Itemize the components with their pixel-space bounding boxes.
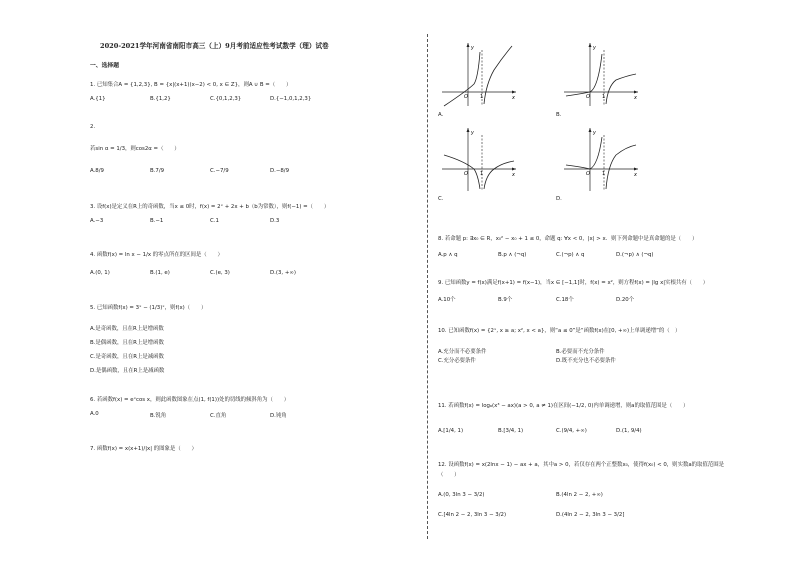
question-11-option-a: A.[1/4, 1) — [438, 428, 464, 434]
graph-c-tick: 1 — [480, 171, 484, 177]
graph-b-tick: 1 — [602, 94, 606, 100]
graph-c — [438, 125, 518, 195]
exam-title: 2020-2021学年河南省南阳市高三（上）9月考前适应性考试数学（理）试卷 — [100, 42, 329, 50]
question-8-option-a: A.p ∧ q — [438, 252, 458, 258]
question-11-stem: 11. 若函数f(x) = logₐ(x³ − ax)(a > 0, a ≠ 1)在区间(−1/2, 0)内单调递增，则a的取值范围是（ ） — [438, 403, 689, 409]
question-10-option-a: A.充分而不必要条件 — [438, 349, 487, 355]
graph-a-y-label: y — [471, 45, 474, 51]
question-3-option-c: C.1 — [210, 218, 219, 224]
question-2-stem: 若sin α = 1/3，则cos2α =（ ） — [90, 146, 180, 152]
question-1-stem: 1. 已知集合A = {1,2,3}, B = {x|(x+1)(x−2) < 0, x ∈ Z}，则A ∪ B =（ ） — [90, 82, 292, 88]
question-3-option-a: A.−3 — [90, 218, 104, 224]
question-12-option-a: A.(0, 3ln 3 − 3/2) — [438, 492, 485, 498]
question-7-stem: 7. 函数f(x) = x(x+1)/|x| 的图象是（ ） — [90, 446, 197, 452]
question-10-option-c: C.充分必要条件 — [438, 358, 476, 364]
graph-c-y-label: y — [471, 130, 474, 136]
graph-a-tick: 1 — [480, 94, 484, 100]
question-8-option-b: B.p ∧ (¬q) — [498, 252, 527, 258]
question-4-option-c: C.(e, 3) — [210, 270, 230, 276]
graph-d-y-label: y — [593, 130, 596, 136]
question-10-option-d: D.既不充分也不必要条件 — [556, 358, 616, 364]
question-10-option-b: B.必要而不充分条件 — [556, 349, 605, 355]
column-divider — [427, 34, 428, 539]
question-9-option-a: A.10个 — [438, 297, 456, 303]
graph-b-label: B. — [556, 112, 562, 118]
question-4-option-a: A.(0, 1) — [90, 270, 110, 276]
question-12-stem: 12. 设函数f(x) = x(2lnx − 1) − ax + a，其中a > 0，若仅存在两个正整数x₀，使得f(x₀) < 0，则实数a的取值范围是 — [438, 462, 725, 468]
graph-d-origin: O — [586, 171, 590, 177]
question-1-option-c: C.{0,1,2,3} — [210, 96, 242, 102]
question-2-option-d: D.−8/9 — [270, 168, 290, 174]
question-6-stem: 6. 若函数f(x) = eˣcos x，则此函数图象在点(1, f(1))处的切线的倾斜角为（ ） — [90, 397, 290, 403]
graph-a-x-label: x — [512, 95, 515, 101]
question-12-stem-bracket: （ ） — [438, 472, 460, 478]
question-2-option-c: C.−7/9 — [210, 168, 229, 174]
graph-c-origin: O — [464, 171, 468, 177]
question-12-option-d: D.(4ln 2 − 2, 3ln 3 − 3/2] — [556, 512, 625, 518]
graph-b-x-label: x — [634, 95, 637, 101]
question-1-option-a: A.{1} — [90, 96, 106, 102]
question-6-option-c: C.直角 — [210, 413, 227, 419]
graph-c-label: C. — [438, 196, 444, 202]
graph-c-x-label: x — [512, 172, 515, 178]
question-2-option-b: B.7/9 — [150, 168, 165, 174]
question-2-option-a: A.8/9 — [90, 168, 104, 174]
question-9-stem: 9. 已知函数y = f(x)满足f(x+1) = f(x−1)，当x ∈ [−1,1]时，f(x) = x²，则方程f(x) = |lg x|实根共有（ ） — [438, 280, 709, 286]
question-12-option-c: C.[4ln 2 − 2, 3ln 3 − 3/2) — [438, 512, 507, 518]
graph-a-origin: O — [464, 94, 468, 100]
graph-d-tick: 1 — [602, 171, 606, 177]
question-8-option-d: D.(¬p) ∧ (¬q) — [616, 252, 654, 258]
question-1-option-b: B.{1,2} — [150, 96, 171, 102]
graph-b-origin: O — [586, 94, 590, 100]
graph-b — [560, 40, 640, 110]
question-5-option-c: C.是奇函数，且在R上是减函数 — [90, 354, 164, 360]
question-8-stem: 8. 若命题 p: ∃x₀ ∈ R，x₀² − x₀ + 1 ≤ 0，命题 q: ∀x < 0，|x| > x．则下列命题中是真命题的是（ ） — [438, 236, 698, 242]
graph-b-y-label: y — [593, 45, 596, 51]
graph-d-x-label: x — [634, 172, 637, 178]
question-5-option-a: A.是奇函数，且在R上是增函数 — [90, 326, 164, 332]
question-11-option-c: C.(9/4, +∞) — [556, 428, 587, 434]
graph-a-label: A. — [438, 112, 444, 118]
question-5-stem: 5. 已知函数f(x) = 3ˣ − (1/3)ˣ，则f(x)（ ） — [90, 305, 207, 311]
question-5-option-b: B.是偶函数，且在R上是增函数 — [90, 340, 164, 346]
question-8-option-c: C.(¬p) ∧ q — [556, 252, 585, 258]
question-1-option-d: D.{−1,0,1,2,3} — [270, 96, 312, 102]
graph-d-label: D. — [556, 196, 562, 202]
question-3-option-b: B.−1 — [150, 218, 164, 224]
section-heading: 一、选择题 — [90, 63, 119, 69]
question-3-option-d: D.3 — [270, 218, 280, 224]
question-3-stem: 3. 设f(x)是定义在R上的奇函数，当x ≤ 0时，f(x) = 2ˣ + 2x + b（b为常数），则f(−1) =（ ） — [90, 204, 330, 210]
question-4-stem: 4. 函数f(x) = ln x − 1/x 的零点所在的区间是（ ） — [90, 252, 223, 258]
question-11-option-d: D.(1, 9/4) — [616, 428, 642, 434]
question-9-option-d: D.20个 — [616, 297, 635, 303]
question-6-option-d: D.钝角 — [270, 413, 287, 419]
question-4-option-b: B.(1, e) — [150, 270, 170, 276]
question-2-number: 2. — [90, 124, 96, 130]
question-12-option-b: B.(4ln 2 − 2, +∞) — [556, 492, 603, 498]
question-9-option-c: C.18个 — [556, 297, 574, 303]
graph-d — [560, 125, 640, 195]
question-10-stem: 10. 已知函数f(x) = {2ˣ, x ≥ a; x², x < a}，则“a ≤ 0”是“函数f(x)在[0, +∞)上单调递增”的（ ） — [438, 328, 681, 334]
question-6-option-b: B.锐角 — [150, 413, 167, 419]
question-11-option-b: B.[3/4, 1) — [498, 428, 524, 434]
question-5-option-d: D.是偶函数，且在R上是减函数 — [90, 368, 165, 374]
question-6-option-a: A.0 — [90, 411, 99, 417]
graph-a — [438, 40, 518, 110]
question-4-option-d: D.(3, +∞) — [270, 270, 296, 276]
question-9-option-b: B.9个 — [498, 297, 513, 303]
